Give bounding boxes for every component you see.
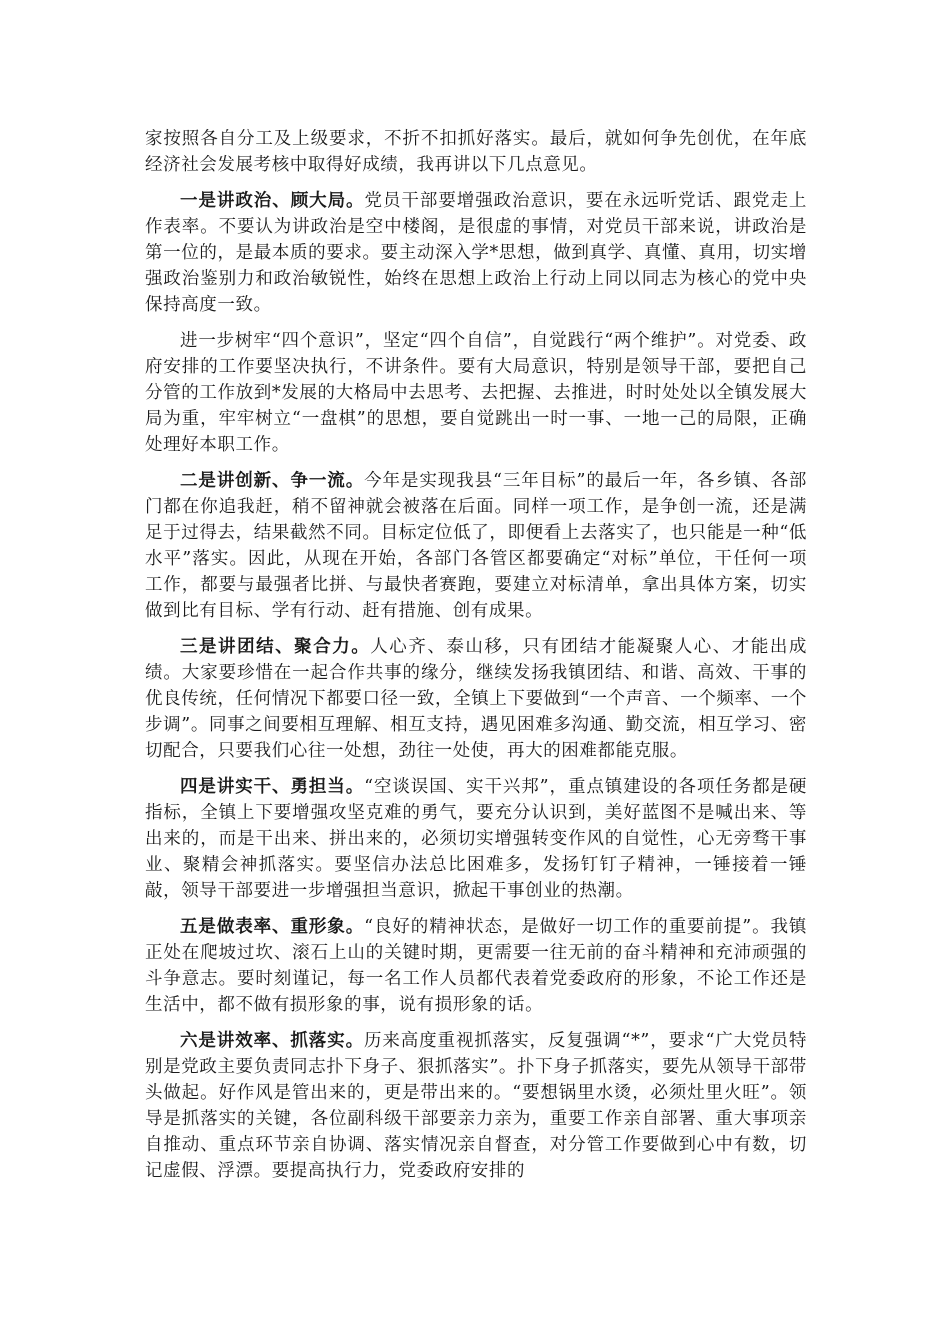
paragraph-text: 历来高度重视抓落实，反复强调“*”，要求“广大党员特别是党政主要负责同志扑下身子、狠抓落实”。扑下身子抓落实，要先从领导干部带头做起。好作风是管出来的，更是带出来的。“要想锅里水烫，必须灶里火旺”。领导是抓落实的关键，各位副科级干部要亲力亲为，重要工作亲自部署、重大事项亲自推动、重点环节亲自协调、落实情况亲自督查，对分管工作要做到心中有数，切记虚假、浮漂。要提高执行力，党委政府安排的: [145, 1031, 807, 1181]
paragraph-heading: 四是讲实干、勇担当。: [180, 777, 365, 797]
document-body: [145, 126, 807, 1194]
paragraph-heading: 三是讲团结、聚合力。: [180, 637, 371, 657]
paragraph-innovation: [145, 468, 807, 624]
paragraph-text: 人心齐、泰山移，只有团结才能凝聚人心、才能出成绩。大家要珍惜在一起合作共事的缘分，继续发扬我镇团结、和谐、高效、干事的优良传统，任何情况下都要口径一致，全镇上下要做到“一个声音、一个频率、一个步调”。同事之间要相互理解、相互支持，遇见困难多沟通、勤交流，相互学习、密切配合，只要我们心往一处想，劲往一处使，再大的困难都能克服。: [145, 637, 807, 761]
paragraph-heading: 二是讲创新、争一流。: [180, 471, 365, 491]
paragraph-hard-work: [145, 774, 807, 904]
paragraph-text: “良好的精神状态，是做好一切工作的重要前提”。我镇正处在爬坡过坎、滚石上山的关键时期，更需要一往无前的奋斗精神和充沛顽强的斗争意志。要时刻谨记，每一名工作人员都代表着党委政府的形象，不论工作还是生活中，都不做有损形象的事，说有损形象的话。: [145, 917, 807, 1015]
paragraph-four-consciousness: [145, 328, 807, 458]
paragraph-text: 家按照各自分工及上级要求，不折不扣抓好落实。最后，就如何争先创优，在年底经济社会发展考核中取得好成绩，我再讲以下几点意见。: [145, 129, 807, 175]
paragraph-text: 党员干部要增强政治意识，要在永远听党话、跟党走上作表率。不要认为讲政治是空中楼阁，是很虚的事情，对党员干部来说，讲政治是第一位的，是最本质的要求。要主动深入学*思想，做到真学、真懂、真用，切实增强政治鉴别力和政治敏锐性，始终在思想上政治上行动上同以同志为核心的党中央保持高度一致。: [145, 191, 807, 315]
paragraph-intro: [145, 126, 807, 178]
paragraph-heading: 一是讲政治、顾大局。: [180, 191, 365, 211]
paragraph-politics: [145, 188, 807, 318]
paragraph-efficiency: [145, 1028, 807, 1184]
paragraph-image: [145, 914, 807, 1018]
paragraph-unity: [145, 634, 807, 764]
paragraph-text: “空谈误国、实干兴邦”，重点镇建设的各项任务都是硬指标，全镇上下要增强攻坚克难的勇气，要充分认识到，美好蓝图不是喊出来、等出来的，而是干出来、拼出来的，必须切实增强转变作风的自觉性，心无旁骛干事业、聚精会神抓落实。要坚信办法总比困难多，发扬钉钉子精神，一锤接着一锤敲，领导干部要进一步增强担当意识，掀起干事创业的热潮。: [145, 777, 807, 901]
paragraph-heading: 六是讲效率、抓落实。: [180, 1031, 364, 1051]
paragraph-text: 今年是实现我县“三年目标”的最后一年，各乡镇、各部门都在你追我赶，稍不留神就会被落在后面。同样一项工作，是争创一流，还是满足于过得去，结果截然不同。目标定位低了，即便看上去落实了，也只能是一种“低水平”落实。因此，从现在开始，各部门各管区都要确定“对标”单位，干任何一项工作，都要与最强者比拼、与最快者赛跑，要建立对标清单，拿出具体方案，切实做到比有目标、学有行动、赶有措施、创有成果。: [145, 471, 807, 621]
paragraph-heading: 五是做表率、重形象。: [180, 917, 365, 937]
paragraph-text: 进一步树牢“四个意识”，坚定“四个自信”，自觉践行“两个维护”。对党委、政府安排的工作要坚决执行，不讲条件。要有大局意识，特别是领导干部，要把自己分管的工作放到*发展的大格局中去思考、去把握、去推进，时时处处以全镇发展大局为重，牢牢树立“一盘棋”的思想，要自觉跳出一时一事、一地一己的局限，正确处理好本职工作。: [145, 331, 807, 455]
